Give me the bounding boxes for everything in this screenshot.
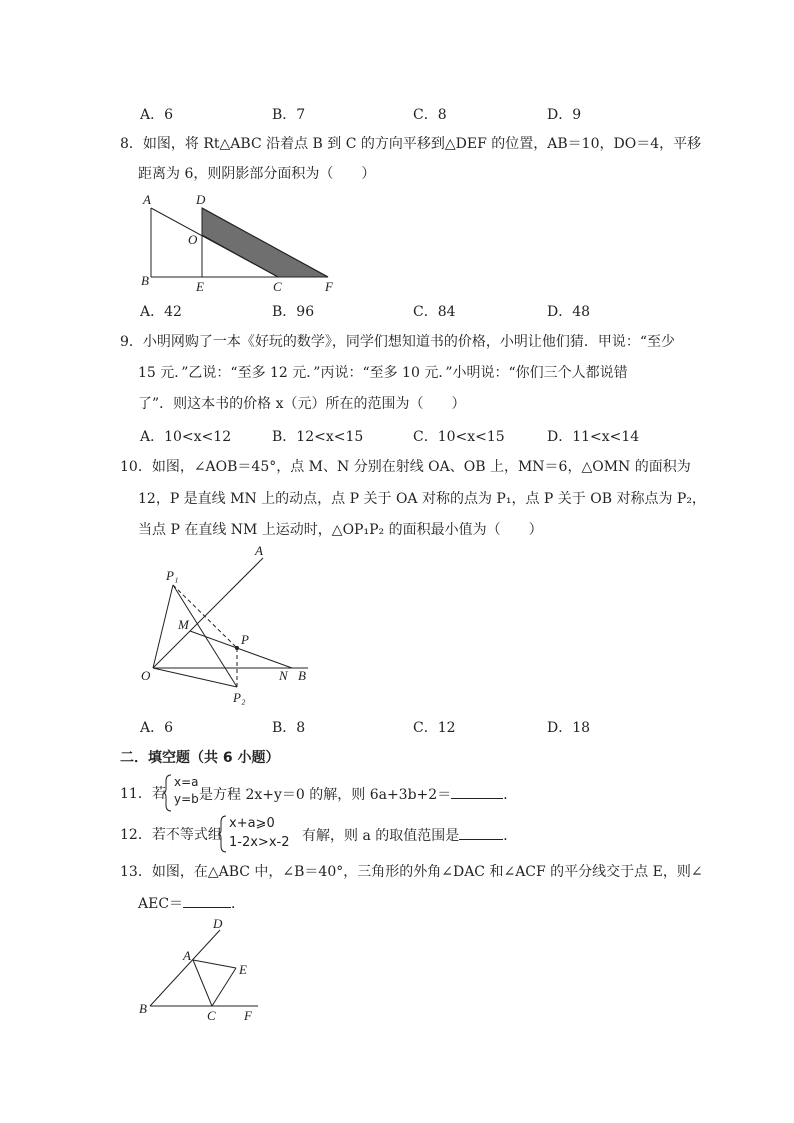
- q8-label-a: A: [143, 192, 151, 207]
- q11-system: [174, 774, 199, 808]
- q10-label-p2: P₂: [233, 690, 246, 705]
- q8-label-o: O: [188, 232, 198, 247]
- q13-label-a: A: [183, 948, 191, 963]
- q7-option-d: D．9: [547, 107, 582, 123]
- q11-question: [199, 784, 517, 805]
- q8-figure: [130, 188, 350, 298]
- q8-label-d: D: [196, 192, 206, 207]
- q8-label-c: C: [273, 279, 282, 294]
- q10-option-c: C．12: [413, 720, 456, 736]
- q8-option-a: A．42: [140, 304, 182, 320]
- q10-option-d: D．18: [547, 720, 591, 736]
- q12-brace: [218, 814, 228, 854]
- q9-option-b: B．12<x<15: [272, 429, 364, 445]
- q13-stem-line2: [138, 893, 245, 914]
- q9-option-c: C．10<x<15: [413, 429, 505, 445]
- q11-answer-blank: [451, 784, 503, 799]
- q9-stem-line2: 15 元．”乙说：“至多 12 元．”丙说：“至多 10 元．”小明说：“你们三个人都说错: [138, 365, 628, 381]
- q11-system-eq1: x=a: [174, 775, 199, 789]
- q10-segment-op2: [153, 668, 237, 687]
- q13-label-c: C: [207, 1008, 216, 1023]
- q13-line2-end: ．: [231, 896, 246, 912]
- q8-label-b: B: [141, 273, 149, 288]
- q13-answer-blank: [183, 893, 231, 908]
- q10-option-a: A．6: [140, 720, 174, 736]
- q8-label-e: E: [196, 279, 204, 294]
- q10-stem-line3: 当点 P 在直线 NM 上运动时，△OP₁P₂ 的面积最小值为（ ）: [138, 522, 543, 538]
- q9-stem-line1: 9．小明网购了一本《好玩的数学》，同学们想知道书的价格，小明让他们猜．甲说：“至少: [120, 334, 676, 350]
- q13-segment-ae: [193, 960, 236, 968]
- q8-stem-line1: 8．如图，将 Rt△ABC 沿着点 B 到 C 的方向平移到△DEF 的位置，AB＝10，DO＝4，平移: [120, 136, 702, 152]
- q9-option-a: A．10<x<12: [140, 429, 232, 445]
- q13-stem-line1: 13．如图，在△ABC 中，∠B＝40°，三角形的外角∠DAC 和∠ACF 的平分线交于点 E，则∠: [120, 864, 703, 880]
- section-fill-in-title: 二．填空题（共 6 小题）: [120, 750, 280, 766]
- q8-stem-line2: 距离为 6，则阴影部分面积为（ ）: [138, 166, 376, 182]
- q13-segment-ac: [193, 960, 212, 1006]
- q8-option-b: B．96: [272, 304, 315, 320]
- q11-system-eq2: y=b: [174, 792, 199, 806]
- q12-prefix: 12．若不等式组: [120, 827, 222, 843]
- q13-label-d: D: [213, 916, 223, 931]
- q10-figure: [130, 540, 330, 710]
- q13-label-b: B: [139, 1001, 147, 1016]
- q8-label-f: F: [325, 279, 333, 294]
- q10-option-b: B．8: [272, 720, 306, 736]
- q7-option-b: B．7: [272, 107, 306, 123]
- q10-stem-line2: 12，P 是直线 MN 上的动点，点 P 关于 OA 对称的点为 P₁，点 P 关于 OB 对称点为 P₂，: [138, 491, 706, 507]
- q11-brace: [163, 773, 173, 813]
- q10-segment-op1: [153, 585, 173, 668]
- q12-system-ineq1: x+a⩾0: [229, 816, 275, 831]
- q9-option-d: D．11<x<14: [547, 429, 640, 445]
- q8-option-c: C．84: [413, 304, 456, 320]
- q8-option-d: D．48: [547, 304, 591, 320]
- q13-figure: [130, 912, 280, 1024]
- q12-answer-blank: [459, 825, 503, 840]
- q10-label-m: M: [178, 617, 189, 632]
- q13-ray-bd: [150, 930, 220, 1006]
- q10-label-o: O: [141, 668, 151, 683]
- q12-system: [229, 814, 289, 852]
- q13-label-e: E: [239, 962, 247, 977]
- q11-prefix: 11．若: [120, 786, 166, 802]
- q12-question: [302, 825, 517, 846]
- q11-suffix: 是方程 2x+y＝0 的解，则 6a+3b+2＝: [199, 787, 452, 803]
- q10-label-n: N: [279, 668, 288, 683]
- q13-label-f: F: [244, 1008, 252, 1023]
- q10-label-a: A: [255, 543, 263, 558]
- q13-segment-ce: [212, 968, 236, 1006]
- q10-label-b: B: [298, 668, 306, 683]
- q11-end: ．: [503, 787, 518, 803]
- q7-option-a: A．6: [140, 107, 174, 123]
- q10-stem-line1: 10．如图，∠AOB＝45°，点 M、N 分别在射线 OA、OB 上，MN＝6，△OMN 的面积为: [120, 459, 691, 475]
- q12-end: ．: [503, 828, 518, 844]
- q7-option-c: C．8: [413, 107, 447, 123]
- q13-line2-prefix: AEC＝: [138, 896, 184, 912]
- q10-label-p: P: [241, 632, 249, 647]
- q10-point-p: [235, 646, 239, 650]
- q12-system-ineq2: 1-2x>x-2: [229, 835, 290, 850]
- q12-suffix: 有解，则 a 的取值范围是: [302, 828, 460, 844]
- q9-stem-line3: 了”．则这本书的价格 x（元）所在的范围为（ ）: [138, 396, 466, 412]
- q10-label-p1: P₁: [166, 568, 179, 583]
